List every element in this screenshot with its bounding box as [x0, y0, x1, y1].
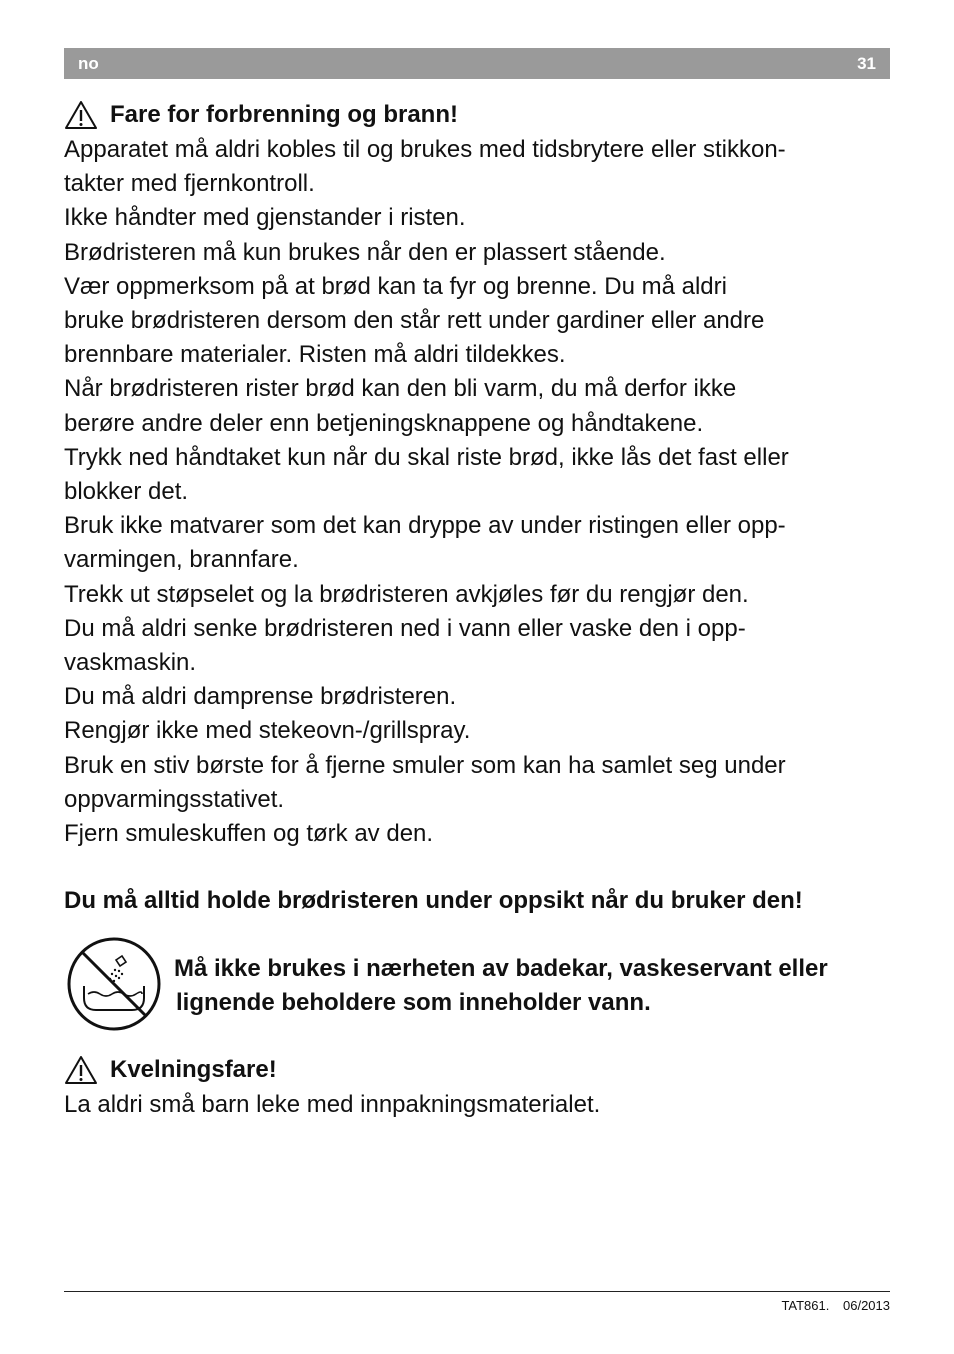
fire-text-line: Rengjør ikke med stekeovn-/grillspray. — [64, 717, 471, 745]
fire-text-line: Du må aldri damprense brødristeren. — [64, 683, 457, 711]
warning-triangle-icon — [64, 100, 98, 130]
fire-text-line: oppvarmingsstativet. — [64, 785, 285, 813]
fire-text-line: Apparatet må aldri kobles til og brukes med tidsbrytere eller stikkon- — [64, 136, 786, 163]
suffocation-heading-text: Kvelningsfare! — [110, 1056, 277, 1083]
fire-text-line: bruke brødristeren dersom den står rett under gardiner eller andre — [64, 307, 765, 335]
page-header-bar — [64, 48, 890, 79]
fire-text-line: Du må aldri senke brødristeren ned i vann eller vaske den i opp- — [64, 614, 746, 642]
footer-model: TAT861. — [781, 1298, 830, 1313]
fire-text-line: Trekk ut støpselet og la brødristeren avkjøles før du rengjør den. — [64, 580, 749, 608]
footer-date: 06/2013 — [843, 1298, 890, 1313]
fire-heading — [64, 97, 894, 133]
fire-text-line: Bruk en stiv børste for å fjerne smuler som kan ha samlet seg under — [64, 751, 786, 779]
suffocation-text: La aldri små barn leke med innpakningsmaterialet. — [64, 1091, 601, 1118]
fire-text-line: blokker det. — [64, 478, 189, 506]
footer — [781, 1298, 890, 1313]
bath-warning-block — [64, 934, 894, 1034]
bath-warning-text — [174, 952, 828, 1019]
suffocation-heading — [64, 1052, 894, 1088]
fire-text-line: Når brødristeren rister brød kan den bli varm, du må derfor ikke — [64, 375, 737, 403]
fire-text-block — [64, 133, 894, 851]
no-bath-icon — [66, 936, 162, 1032]
fire-text-line: takter med fjernkontroll. — [64, 170, 315, 198]
fire-text-line: varmingen, brannfare. — [64, 546, 299, 574]
fire-text-line: Brødristeren må kun brukes når den er plassert stående. — [64, 238, 666, 266]
suffocation-section — [64, 1052, 894, 1122]
fire-text-line: Bruk ikke matvarer som det kan dryppe av under ristingen eller opp- — [64, 512, 786, 540]
page-number: 31 — [857, 54, 876, 73]
fire-text-line: Fjern smuleskuffen og tørk av den. — [64, 820, 434, 848]
fire-text-line: Vær oppmerksom på at brød kan ta fyr og brenne. Du må aldri — [64, 272, 727, 300]
footer-divider — [64, 1291, 890, 1292]
fire-text-line: vaskmaskin. — [64, 649, 197, 677]
fire-section — [64, 97, 894, 851]
fire-text-line: Trykk ned håndtaket kun når du skal riste brød, ikke lås det fast eller — [64, 443, 789, 471]
fire-text-line: Ikke håndter med gjenstander i risten. — [64, 204, 466, 232]
fire-text-line: berøre andre deler enn betjeningsknappene og håndtakene. — [64, 409, 704, 437]
bath-warning-line-1: Må ikke brukes i nærheten av badekar, vaskeservant eller — [174, 955, 828, 982]
fire-heading-text: Fare for forbrenning og brann! — [110, 100, 458, 128]
bath-warning-line-2: lignende beholdere som inneholder vann. — [176, 988, 651, 1016]
language-code: no — [78, 54, 99, 73]
supervision-notice: Du må alltid holde brødristeren under oppsikt når du bruker den! — [64, 887, 803, 914]
fire-text-line: brennbare materialer. Risten må aldri tildekkes. — [64, 341, 566, 369]
warning-triangle-icon — [64, 1055, 98, 1085]
